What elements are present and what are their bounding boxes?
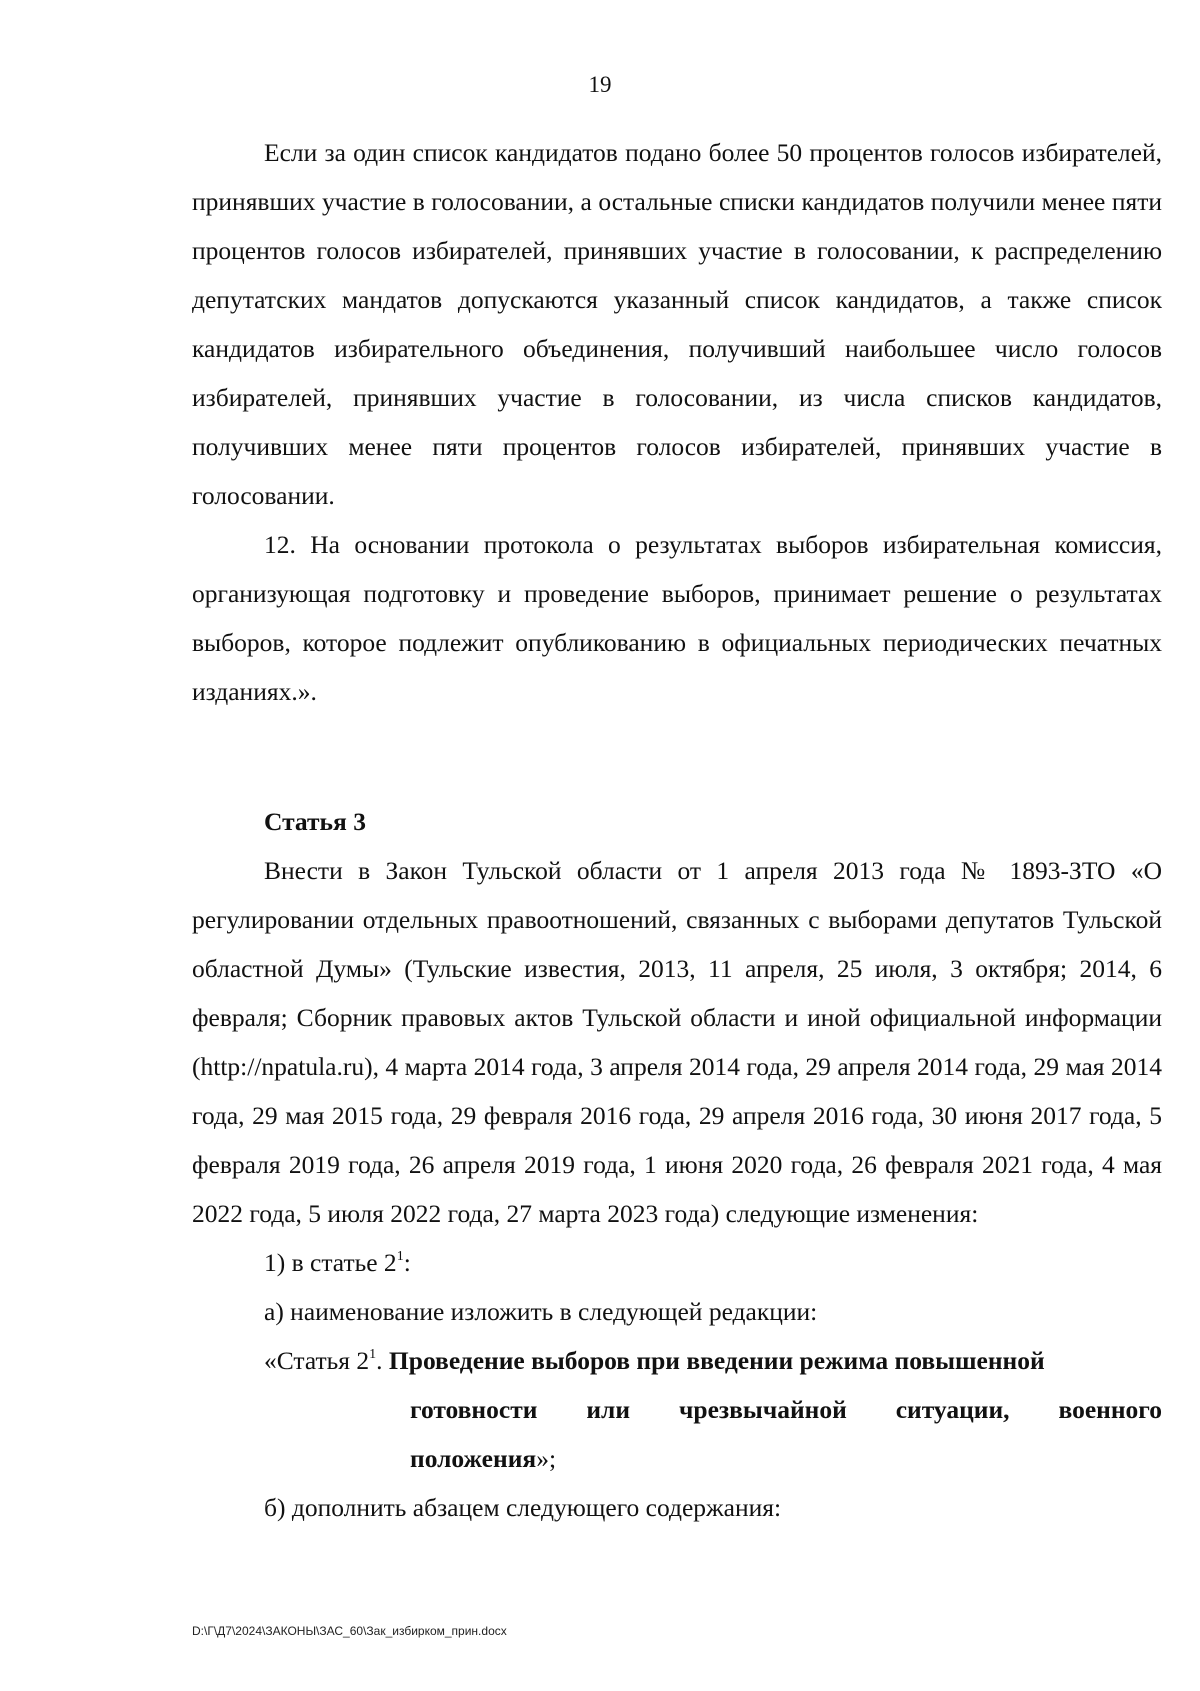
quoted-title-end: »; — [536, 1444, 557, 1473]
quoted-title-dot: . — [376, 1346, 389, 1375]
quoted-title-bold-3: положения — [410, 1444, 537, 1473]
quoted-title-line-1 — [264, 1336, 1162, 1385]
list-item-b: б) дополнить абзацем следующего содержания: — [264, 1493, 782, 1522]
quoted-title-lead: «Статья 2 — [264, 1346, 370, 1375]
quoted-title-line-3 — [264, 1434, 1162, 1483]
paragraph-item-12: 12. На основании протокола о результатах выборов избирательная комиссия, организующая подготовку и проведение выборов, принимает решение о результатах выборов, которое подлежит опубликованию в официальных периодических печатных изданиях.». — [192, 530, 1162, 706]
page-number: 19 — [588, 72, 612, 97]
quoted-title-superscript: 1 — [369, 1347, 377, 1362]
paragraph-amendment-intro: Внести в Закон Тульской области от 1 апреля 2013 года № 1893-ЗТО «О регулировании отдельных правоотношений, связанных с выборами депутатов Тульской областной Думы» (Тульские известия, 2013, 11 апреля, 25 июля, 3 октября; 2014, 6 февраля; Сборник правовых актов Тульской области и иной официальной информации (http://npatula.ru), 4 марта 2014 года, 3 апреля 2014 года, 29 апреля 2014 года, 29 мая 2014 года, 29 мая 2015 года, 29 февраля 2016 года, 29 апреля 2016 года, 30 июня 2017 года, 5 февраля 2019 года, 26 апреля 2019 года, 1 июня 2020 года, 26 февраля 2021 года, 4 мая 2022 года, 5 июля 2022 года, 27 марта 2023 года) следующие изменения: — [192, 856, 1162, 1228]
quoted-title-bold-2: готовности или чрезвычайной ситуации, военного — [410, 1395, 1162, 1424]
article-heading: Статья 3 — [264, 807, 366, 836]
list-item-1 — [192, 1238, 1162, 1287]
quoted-article-title — [192, 1336, 1162, 1483]
list-item-1-text: 1) в статье 2 — [264, 1248, 397, 1277]
list-item-1-tail: : — [403, 1248, 411, 1277]
list-item-a: а) наименование изложить в следующей редакции: — [264, 1297, 818, 1326]
quoted-title-bold-1: Проведение выборов при введении режима повышенной — [388, 1346, 1045, 1375]
document-body — [192, 128, 1162, 1532]
paragraph-list-distribution: Если за один список кандидатов подано более 50 процентов голосов избирателей, принявших участие в голосовании, а остальные списки кандидатов получили менее пяти процентов голосов избирателей, принявших участие в голосовании, к распределению депутатских мандатов допускаются указанный список кандидатов, а также список кандидатов избирательного объединения, получивший наибольшее число голосов избирателей, принявших участие в голосовании, из числа списков кандидатов, получивших менее пяти процентов голосов избирателей, принявших участие в голосовании. — [192, 138, 1162, 510]
list-item-1-superscript: 1 — [396, 1249, 404, 1264]
file-path-footer: D:\Г\Д7\2024\ЗАКОНЫ\ЗАС_60\Зак_избирком_прин.docx — [192, 1624, 507, 1638]
